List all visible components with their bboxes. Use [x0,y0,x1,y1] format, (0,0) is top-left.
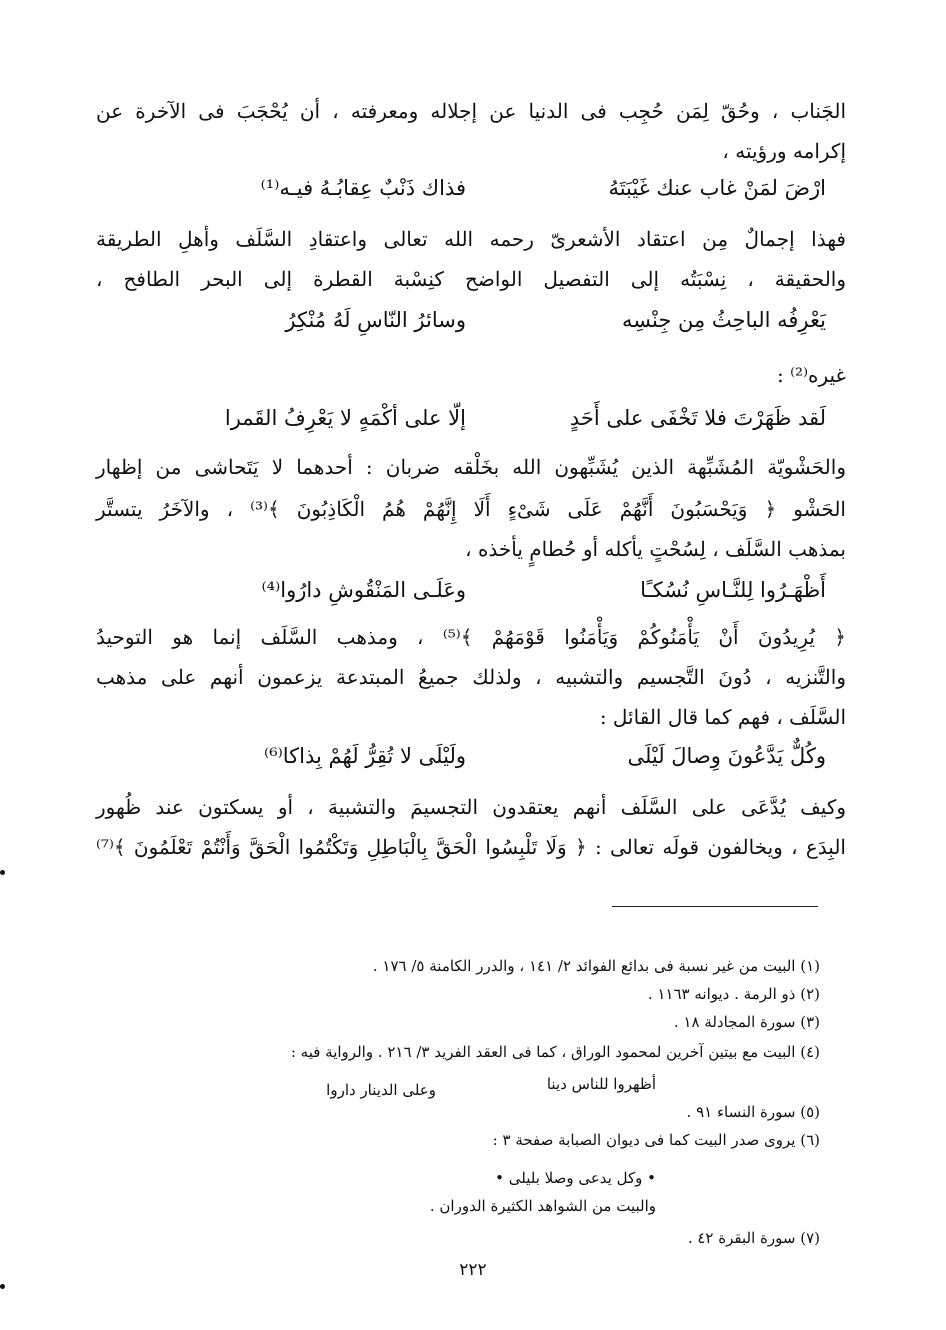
verse-hemistich-right: وكُلٌّ يَدَّعُونَ وِصالَ لَيْلَى [627,744,826,768]
verse-hemistich-right: أَظْهَـرُوا لِلنَّـاسِ نُسُكـًا [640,578,826,602]
footnote-7: (٧) سورة البقرة ٤٢ . [687,1229,820,1247]
verse-hemistich-left: ولَيْلَى لا تُقِرُّ لَهُمْ بِذاكا⁽⁶⁾ [264,744,466,768]
footnote-3: (٣) سورة المجادلة ١٨ . [673,1013,820,1031]
footnote-2: (٢) ذو الرمة . ديوانه ١١٦٣ . [647,985,820,1003]
footnote-4-verse-right: أظهروا للناس دينا [546,1075,656,1093]
body-line: الحَشْو ﴿ وَيَحْسَبُونَ أَنَّهُمْ عَلَى شَىْءٍ أَلَا إِنَّهُمْ هُمُ الْكَاذِبُونَ ﴾⁽³⁾ ، والآخَرُ يتستَّر [96,497,846,521]
body-line: والتَّنزيه ، دُونَ التَّجسيم والتشبيه ، ولذلك جميعُ المبتدعة يزعمون أنهم على مذهب [96,665,846,689]
body-line: الجَناب ، وحُقّ لِمَن حُجِب فى الدنيا عن إجلاله ومعرفته ، أن يُحْجَبَ فى الآخرة عن [96,99,846,123]
verse-hemistich-left: إلّا على أكْمَهٍ لا يَعْرِفُ القَمرا [224,406,466,430]
body-line: بمذهب السَّلَف ، لِسُحْتٍ يأكله أو حُطامٍ يأخذه ، [465,537,846,561]
page-number: ٢٢٢ [459,1260,487,1280]
verse-hemistich-left: فذاك ذَنْبٌ عِقابُـهُ فيـه⁽¹⁾ [260,176,466,200]
footnote-separator [612,906,818,907]
footnote-6-quote: • وكل يدعى وصلا بليلى • [495,1169,656,1187]
footnote-6-note: والبيت من الشواهد الكثيرة الدوران . [429,1197,656,1215]
footnote-1: (١) البيت من غير نسبة فى بدائع الفوائد ٢/ ١٤١ ، والدرر الكامنة ٥/ ١٧٦ . [372,957,820,975]
verse-hemistich-left: وسائرُ النّاسِ لَهُ مُنْكِرُ [285,308,466,332]
verse-hemistich-right: ارْضَ لمَنْ غاب عنك غَيْبَتَهُ [608,176,826,200]
body-line: إكرامه ورؤيته ، [722,139,846,163]
body-line: غيره⁽²⁾ : [777,363,846,387]
footnote-5: (٥) سورة النساء ٩١ . [686,1103,820,1121]
scan-mark [0,870,5,875]
scan-mark [0,1284,5,1289]
verse-hemistich-left: وعَلَـى المَنْقُوشِ دارُوا⁽⁴⁾ [261,578,466,602]
verse-hemistich-right: لَقد ظَهَرْتَ فلا تَخْفَى على أَحَدٍ [569,406,826,430]
verse-hemistich-right: يَعْرِفُه الباحِثُ مِن جِنْسِه [621,308,826,332]
body-line: البِدَع ، ويخالفون قولَه تعالى : ﴿ وَلَا تَلْبِسُوا الْحَقَّ بِالْبَاطِلِ وَتَكْتُمُوا الْحَقَّ وَأَنْتُمْ تَعْلَمُونَ ﴾⁽⁷⁾ [96,835,846,859]
body-line: ﴿ يُرِيدُونَ أَنْ يَأْمَنُوكُمْ وَيَأْمَنُوا قَوْمَهُمْ ﴾⁽⁵⁾ ، ومذهب السَّلَف إنما هو التوحيدُ [96,625,846,649]
body-line: السَّلَف ، فهم كما قال القائل : [599,705,846,729]
footnote-4: (٤) البيت مع بيتين آخرين لمحمود الوراق ، كما فى العقد الفريد ٣/ ٢١٦ . والرواية فيه : [290,1043,820,1061]
footnote-6: (٦) يروى صدر البيت كما فى ديوان الصبابة صفحة ٣ : [492,1131,820,1149]
body-line: والحَشْويّة المُشَبِّهة الذين يُشَبِّهون الله بخَلْقه ضربان : أحدهما لا يَتَحاشى من إظهار [96,455,846,479]
body-line: فهذا إجمالٌ مِن اعتقاد الأشعرىّ رحمه الله تعالى واعتقادِ السَّلَف وأهلِ الطريقة [96,227,846,251]
footnote-4-verse-left: وعلى الدينار داروا [326,1081,436,1099]
body-line: وكيف يُدَّعَى على السَّلَف أنهم يعتقدون التجسيمَ والتشبيهَ ، أو يسكتون عند ظُهور [96,795,846,819]
body-line: والحقيقة ، نِسْبَتُه إلى التفصيل الواضح كنِسْبة القطرة إلى البحر الطافح ، [96,267,846,291]
